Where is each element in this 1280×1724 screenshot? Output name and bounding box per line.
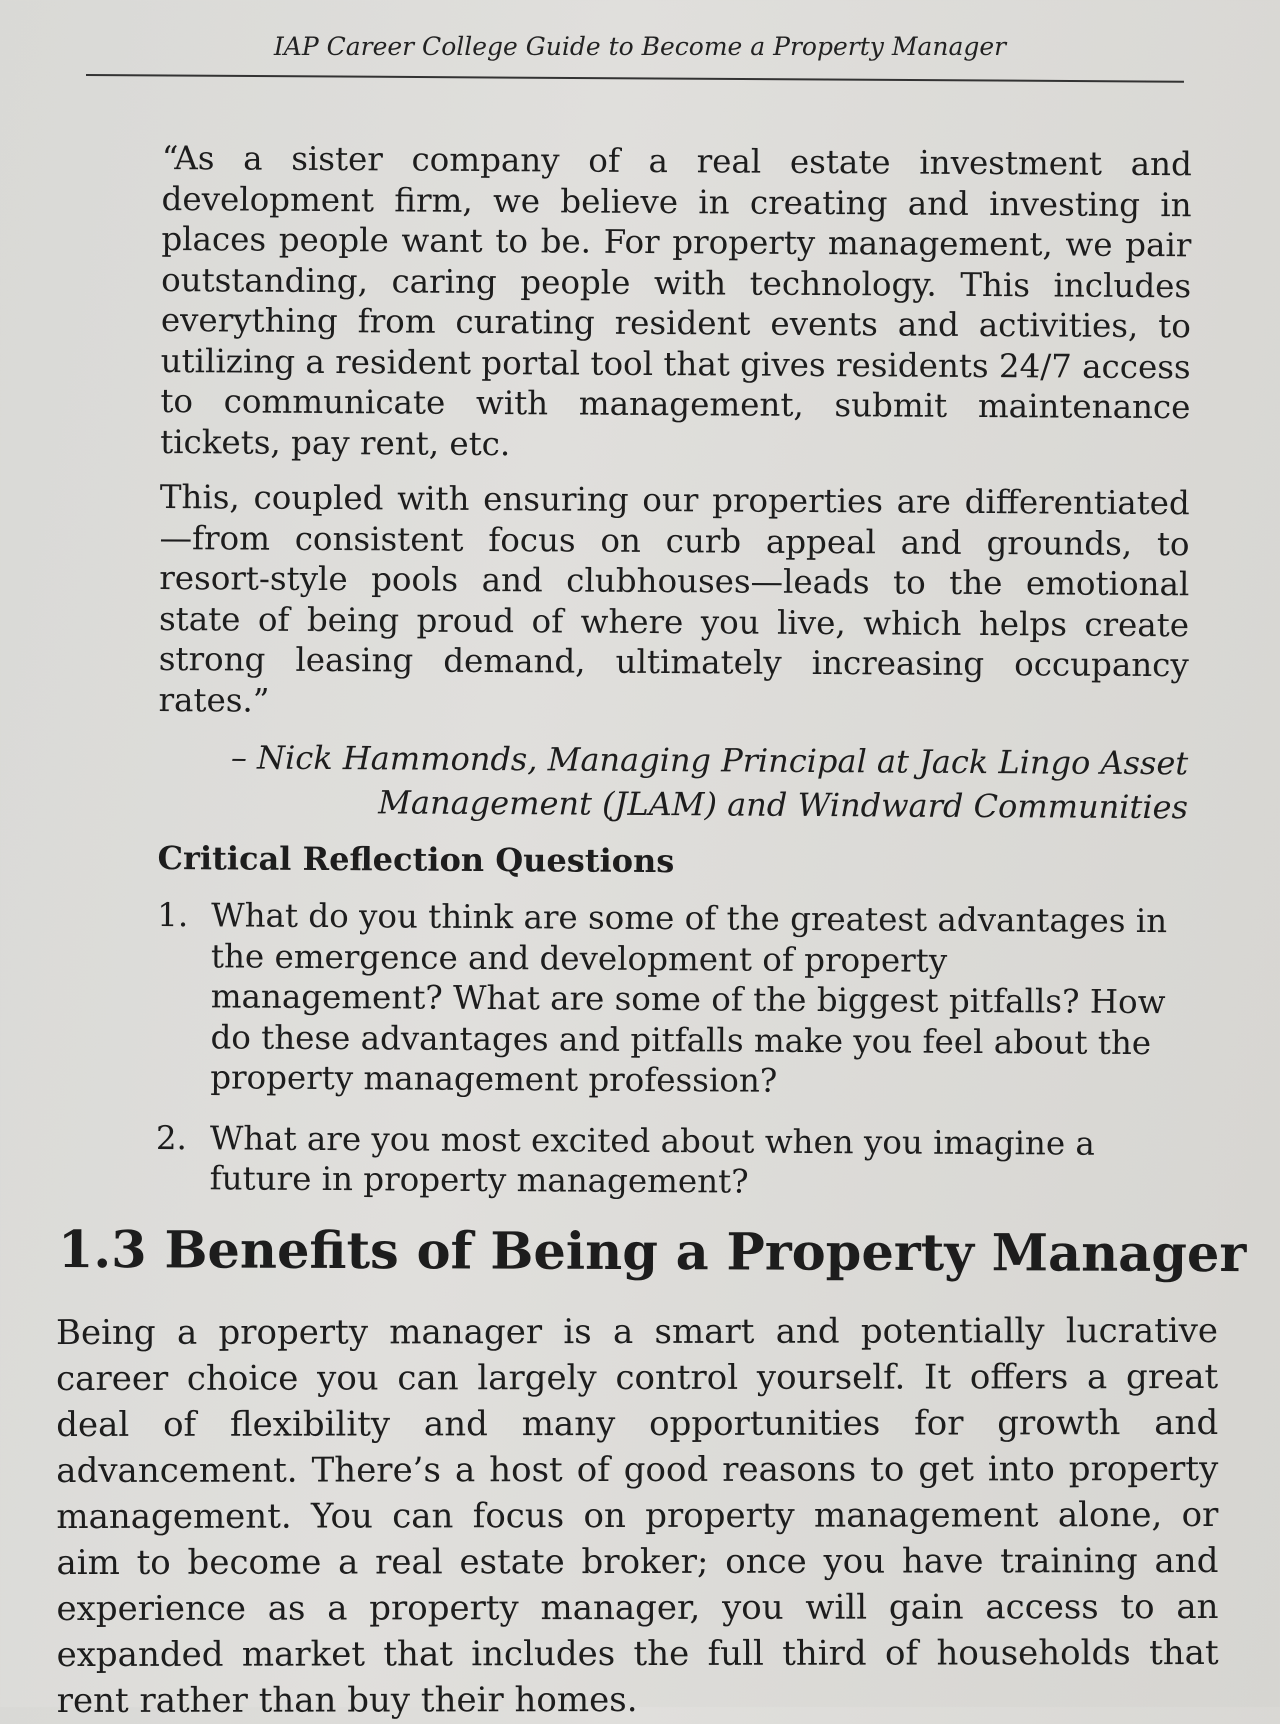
quote-attribution bbox=[158, 735, 1189, 829]
quote-paragraph-2: This, coupled with ensuring our properties are differentiated—from consistent focus on curb appeal and grounds, to resort-style pools and clubhouses—leads to the emotional state of being proud of where you live, which helps create strong leasing demand, ultimately increasing occupancy rates.” bbox=[158, 477, 1190, 720]
list-item bbox=[156, 1117, 1186, 1204]
question-number: 2. bbox=[155, 1118, 188, 1157]
reflection-heading: Critical Reflection Questions bbox=[157, 838, 675, 881]
section-paragraph: Being a property manager is a smart and potentially lucrative career choice you can largely control yourself. It offers a great deal of flexibility and many opportunities for growth and advancement. There’s a host of good reasons to get into property management. You can focus on property management alone, or aim to become a real estate broker; once you have training and experience as a property manager, you will gain access to an expanded market that includes the full third of households that rent rather than buy their homes. bbox=[56, 1310, 1219, 1721]
header-rule bbox=[86, 74, 1184, 83]
list-item bbox=[156, 895, 1187, 1104]
question-text: What are you most excited about when you imagine a future in property management? bbox=[209, 1118, 1095, 1201]
quote-paragraph-1: “As a sister company of a real estate investment and development firm, we believe in creating and investing in places people want to be. For property management, we pair outstanding, caring people with technology. This includes everything from curating resident events and activities, to utilizing a resident portal tool that gives residents 24/7 access to communicate with management, submit maintenance tickets, pay rent, etc. bbox=[160, 138, 1192, 463]
quote-block bbox=[155, 138, 1192, 1225]
running-header: IAP Career College Guide to Become a Property Manager bbox=[273, 32, 1007, 61]
attribution-line-1: – Nick Hammonds, Managing Principal at Jack Lingo Asset bbox=[230, 738, 1189, 783]
attribution-line-2: Management (JLAM) and Windward Communities bbox=[378, 783, 1189, 827]
reflection-questions-list bbox=[156, 895, 1188, 1205]
section-body bbox=[56, 1308, 1219, 1724]
section-heading: 1.3 Benefits of Being a Property Manager bbox=[57, 1220, 1247, 1285]
question-number: 1. bbox=[157, 895, 189, 935]
question-text: What do you think are some of the greatest advantages in the emergence and development of property management? What are some of the biggest pitfalls? How do these advantages and pitfalls make you feel about the property management profession? bbox=[210, 896, 1168, 1100]
